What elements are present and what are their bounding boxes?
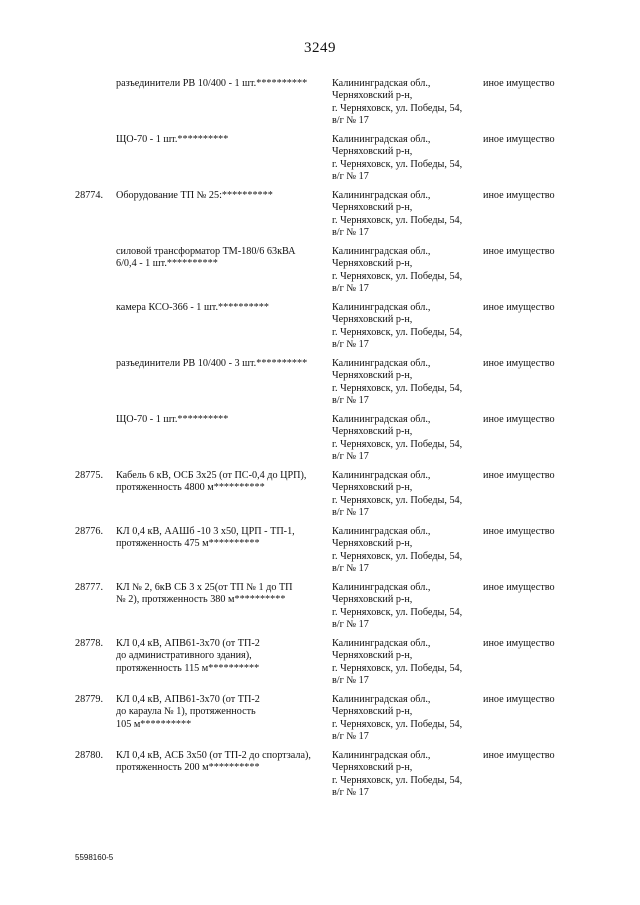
- address-line: г. Черняховск, ул. Победы, 54,: [332, 550, 463, 562]
- item-type: иное имущество: [483, 134, 555, 145]
- address-line: Калининградская обл.,: [332, 526, 431, 537]
- address-line: Черняховский р-н,: [332, 538, 413, 550]
- table-row: [0, 246, 640, 302]
- item-description: [116, 582, 326, 607]
- table-row: [0, 638, 640, 694]
- description-line: КЛ 0,4 кВ, АПВ61-3х70 (от ТП-2: [116, 694, 260, 705]
- address-line: г. Черняховск, ул. Победы, 54,: [332, 494, 463, 506]
- address-line: Черняховский р-н,: [332, 202, 413, 214]
- item-description: [116, 302, 326, 314]
- address-line: г. Черняховск, ул. Победы, 54,: [332, 102, 463, 114]
- address-line: г. Черняховск, ул. Победы, 54,: [332, 774, 463, 786]
- item-address: [332, 190, 482, 240]
- item-number: 28778.: [75, 638, 104, 649]
- item-description: [116, 638, 326, 675]
- table-row: [0, 750, 640, 806]
- item-type: иное имущество: [483, 190, 555, 201]
- item-address: [332, 526, 482, 576]
- table-row: [0, 358, 640, 414]
- address-line: Черняховский р-н,: [332, 650, 413, 662]
- address-line: Черняховский р-н,: [332, 258, 413, 270]
- address-line: Черняховский р-н,: [332, 370, 413, 382]
- description-line: ЩО-70 - 1 шт.**********: [116, 134, 229, 145]
- item-type: иное имущество: [483, 694, 555, 705]
- address-line: Калининградская обл.,: [332, 582, 431, 593]
- description-line: 105 м**********: [116, 718, 192, 730]
- address-line: Черняховский р-н,: [332, 90, 413, 102]
- description-line: протяженность 200 м**********: [116, 762, 260, 774]
- address-line: Черняховский р-н,: [332, 426, 413, 438]
- table-row: [0, 694, 640, 750]
- table-row: [0, 78, 640, 134]
- address-line: г. Черняховск, ул. Победы, 54,: [332, 718, 463, 730]
- item-address: [332, 470, 482, 520]
- item-type: иное имущество: [483, 414, 555, 425]
- description-line: протяженность 4800 м**********: [116, 482, 265, 494]
- item-address: [332, 134, 482, 184]
- item-description: [116, 694, 326, 731]
- address-line: г. Черняховск, ул. Победы, 54,: [332, 270, 463, 282]
- item-address: [332, 582, 482, 632]
- description-line: протяженность 475 м**********: [116, 538, 260, 550]
- address-line: Черняховский р-н,: [332, 706, 413, 718]
- address-line: Черняховский р-н,: [332, 146, 413, 158]
- item-description: [116, 470, 326, 495]
- item-description: [116, 246, 326, 271]
- page-number: 3249: [304, 40, 336, 56]
- table-row: [0, 302, 640, 358]
- item-description: [116, 78, 326, 90]
- address-line: в/г № 17: [332, 787, 369, 799]
- item-type: иное имущество: [483, 526, 555, 537]
- item-number: 28775.: [75, 470, 104, 481]
- address-line: в/г № 17: [332, 507, 369, 519]
- address-line: г. Черняховск, ул. Победы, 54,: [332, 662, 463, 674]
- document-footer-code: 5598160-5: [75, 853, 114, 862]
- item-number: 28780.: [75, 750, 104, 761]
- description-line: до административного здания),: [116, 650, 252, 662]
- item-type: иное имущество: [483, 470, 555, 481]
- item-description: [116, 750, 326, 775]
- table-row: [0, 526, 640, 582]
- item-address: [332, 750, 482, 800]
- address-line: Калининградская обл.,: [332, 246, 431, 257]
- description-line: до караула № 1), протяженность: [116, 706, 256, 718]
- description-line: разъединители РВ 10/400 - 1 шт.**********: [116, 78, 308, 89]
- address-line: Калининградская обл.,: [332, 414, 431, 425]
- description-line: Кабель 6 кВ, ОСБ 3х25 (от ПС-0,4 до ЦРП),: [116, 470, 307, 481]
- item-description: [116, 526, 326, 551]
- address-line: Калининградская обл.,: [332, 78, 431, 89]
- description-line: КЛ 0,4 кВ, ААШб -10 3 х50, ЦРП - ТП-1,: [116, 526, 295, 537]
- item-address: [332, 246, 482, 296]
- item-description: [116, 358, 326, 370]
- address-line: в/г № 17: [332, 731, 369, 743]
- item-type: иное имущество: [483, 302, 555, 313]
- address-line: г. Черняховск, ул. Победы, 54,: [332, 158, 463, 170]
- address-line: Калининградская обл.,: [332, 750, 431, 761]
- item-type: иное имущество: [483, 246, 555, 257]
- address-line: Калининградская обл.,: [332, 190, 431, 201]
- address-line: Калининградская обл.,: [332, 134, 431, 145]
- description-line: протяженность 115 м**********: [116, 662, 260, 674]
- description-line: КЛ 0,4 кВ, АПВ61-3х70 (от ТП-2: [116, 638, 260, 649]
- item-type: иное имущество: [483, 638, 555, 649]
- address-line: г. Черняховск, ул. Победы, 54,: [332, 606, 463, 618]
- address-line: в/г № 17: [332, 395, 369, 407]
- table-row: [0, 582, 640, 638]
- item-address: [332, 638, 482, 688]
- address-line: в/г № 17: [332, 563, 369, 575]
- description-line: силовой трансформатор ТМ-180/6 63кВА: [116, 246, 296, 257]
- item-description: [116, 134, 326, 146]
- table-row: [0, 190, 640, 246]
- item-number: 28776.: [75, 526, 104, 537]
- item-type: иное имущество: [483, 358, 555, 369]
- description-line: КЛ № 2, 6кВ СБ 3 х 25(от ТП № 1 до ТП: [116, 582, 293, 593]
- table-row: [0, 414, 640, 470]
- address-line: Калининградская обл.,: [332, 638, 431, 649]
- item-number: 28779.: [75, 694, 104, 705]
- item-description: [116, 190, 326, 202]
- item-type: иное имущество: [483, 750, 555, 761]
- address-line: Калининградская обл.,: [332, 694, 431, 705]
- address-line: в/г № 17: [332, 115, 369, 127]
- address-line: в/г № 17: [332, 171, 369, 183]
- table-row: [0, 470, 640, 526]
- address-line: Черняховский р-н,: [332, 762, 413, 774]
- address-line: г. Черняховск, ул. Победы, 54,: [332, 382, 463, 394]
- item-address: [332, 414, 482, 464]
- address-line: Черняховский р-н,: [332, 594, 413, 606]
- item-address: [332, 302, 482, 352]
- address-line: г. Черняховск, ул. Победы, 54,: [332, 438, 463, 450]
- description-line: камера КСО-366 - 1 шт.**********: [116, 302, 269, 313]
- item-description: [116, 414, 326, 426]
- description-line: КЛ 0,4 кВ, АСБ 3х50 (от ТП-2 до спортзала),: [116, 750, 311, 761]
- description-line: Оборудование ТП № 25:**********: [116, 190, 273, 201]
- address-line: в/г № 17: [332, 675, 369, 687]
- address-line: Калининградская обл.,: [332, 302, 431, 313]
- address-line: Черняховский р-н,: [332, 314, 413, 326]
- address-line: в/г № 17: [332, 619, 369, 631]
- item-address: [332, 78, 482, 128]
- item-type: иное имущество: [483, 582, 555, 593]
- item-address: [332, 694, 482, 744]
- item-number: 28777.: [75, 582, 104, 593]
- address-line: в/г № 17: [332, 227, 369, 239]
- property-table: [0, 78, 640, 806]
- description-line: ЩО-70 - 1 шт.**********: [116, 414, 229, 425]
- description-line: № 2), протяженность 380 м**********: [116, 594, 286, 606]
- address-line: г. Черняховск, ул. Победы, 54,: [332, 214, 463, 226]
- table-row: [0, 134, 640, 190]
- description-line: 6/0,4 - 1 шт.**********: [116, 258, 218, 270]
- address-line: в/г № 17: [332, 283, 369, 295]
- address-line: в/г № 17: [332, 339, 369, 351]
- address-line: Черняховский р-н,: [332, 482, 413, 494]
- item-type: иное имущество: [483, 78, 555, 89]
- address-line: в/г № 17: [332, 451, 369, 463]
- address-line: г. Черняховск, ул. Победы, 54,: [332, 326, 463, 338]
- address-line: Калининградская обл.,: [332, 470, 431, 481]
- address-line: Калининградская обл.,: [332, 358, 431, 369]
- item-address: [332, 358, 482, 408]
- item-number: 28774.: [75, 190, 104, 201]
- description-line: разъединители РВ 10/400 - 3 шт.**********: [116, 358, 308, 369]
